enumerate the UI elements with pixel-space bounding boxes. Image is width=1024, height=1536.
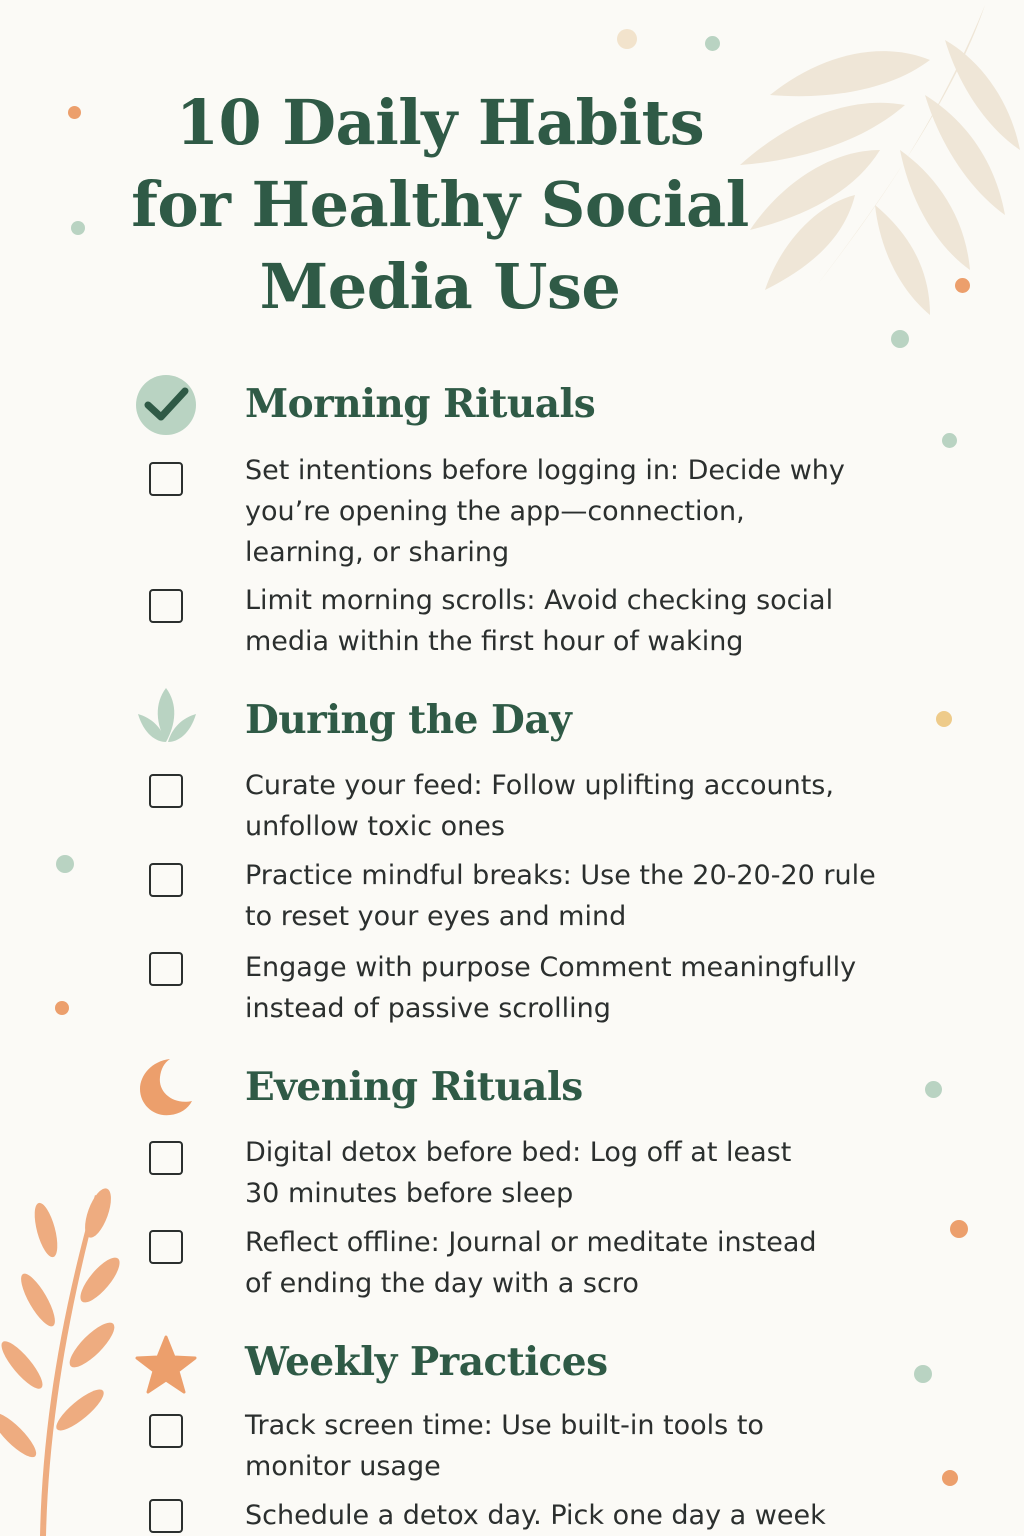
- habit-text: Practice mindful breaks: Use the 20-20-20 rule to reset your eyes and mind: [245, 860, 876, 932]
- habit-text: Set intentions before logging in: Decide why you’re opening the app—connection, learning, or sharing: [245, 455, 845, 568]
- habit-checkbox[interactable]: [149, 1141, 183, 1175]
- habit-checkbox[interactable]: [149, 462, 183, 496]
- section-title-weekly-practices: Weekly Practices: [245, 1339, 608, 1385]
- dot-decoration: [936, 711, 952, 727]
- dot-decoration: [68, 106, 81, 119]
- dot-decoration: [56, 855, 74, 873]
- habit-text: Digital detox before bed: Log off at least 30 minutes before sleep: [245, 1137, 792, 1209]
- section-title-morning-rituals: Morning Rituals: [245, 381, 596, 427]
- habit-checkbox[interactable]: [149, 589, 183, 623]
- check-circle-icon: [134, 373, 198, 437]
- habit-text: Track screen time: Use built-in tools to monitor usage: [245, 1410, 764, 1482]
- section-title-evening-rituals: Evening Rituals: [245, 1064, 583, 1110]
- palm-leaf-decoration: [730, 0, 1024, 330]
- habit-checkbox[interactable]: [149, 952, 183, 986]
- dot-decoration: [942, 433, 957, 448]
- dot-decoration: [617, 29, 637, 49]
- habit-checkbox[interactable]: [149, 1414, 183, 1448]
- dot-decoration: [950, 1220, 968, 1238]
- dot-decoration: [942, 1470, 958, 1486]
- habit-text: Schedule a detox day. Pick one day a week: [245, 1500, 826, 1531]
- habit-checkbox[interactable]: [149, 774, 183, 808]
- dot-decoration: [71, 221, 85, 235]
- habit-checkbox[interactable]: [149, 1230, 183, 1264]
- dot-decoration: [55, 1001, 69, 1015]
- habit-text: Limit morning scrolls: Avoid checking social media within the first hour of waking: [245, 585, 834, 657]
- dot-decoration: [891, 330, 909, 348]
- dot-decoration: [925, 1081, 942, 1098]
- page-title: 10 Daily Habits for Healthy Social Media Use: [131, 86, 749, 323]
- habit-text: Engage with purpose Comment meaningfully instead of passive scrolling: [245, 952, 857, 1024]
- habit-checkbox[interactable]: [149, 863, 183, 897]
- section-title-during-the-day: During the Day: [245, 697, 572, 743]
- dot-decoration: [955, 278, 970, 293]
- star-icon: [134, 1333, 198, 1397]
- habit-checkbox[interactable]: [149, 1499, 183, 1533]
- habit-text: Reflect offline: Journal or meditate instead of ending the day with a scro: [245, 1227, 817, 1299]
- sprout-icon: [134, 684, 198, 748]
- moon-icon: [134, 1055, 198, 1119]
- dot-decoration: [914, 1365, 932, 1383]
- dot-decoration: [705, 36, 720, 51]
- habit-text: Curate your feed: Follow uplifting accounts, unfollow toxic ones: [245, 770, 834, 842]
- branch-decoration: [0, 1185, 120, 1536]
